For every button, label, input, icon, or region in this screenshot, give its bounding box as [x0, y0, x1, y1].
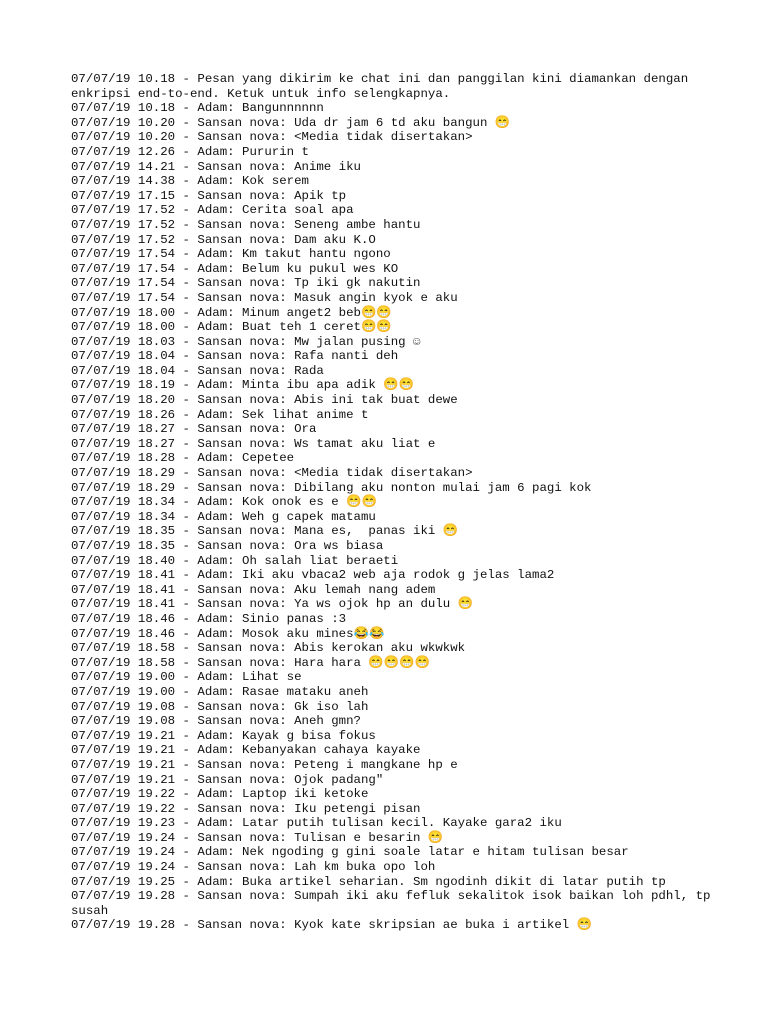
log-line: 07/07/19 10.20 - Sansan nova: <Media tidak disertakan>: [71, 130, 473, 145]
chat-log: [71, 72, 718, 933]
log-line: 07/07/19 19.21 - Adam: Kayak g bisa fokus: [71, 728, 376, 743]
log-line: 07/07/19 18.41 - Sansan nova: Aku lemah nang adem: [71, 582, 436, 597]
log-line: 07/07/19 17.54 - Adam: Km takut hantu ngono: [71, 247, 391, 262]
log-line: 07/07/19 18.58 - Sansan nova: Abis kerokan aku wkwkwk: [71, 641, 466, 656]
log-line: 07/07/19 18.34 - Adam: Weh g capek matamu: [71, 509, 376, 524]
log-line: 07/07/19 18.00 - Adam: Minum anget2 beb😁😁: [71, 305, 392, 320]
log-line: 07/07/19 19.00 - Adam: Lihat se: [71, 670, 302, 685]
log-line: 07/07/19 18.27 - Sansan nova: Ora: [71, 422, 317, 437]
log-line: 07/07/19 10.20 - Sansan nova: Uda dr jam 6 td aku bangun 😁: [71, 115, 511, 130]
log-line: 07/07/19 18.29 - Sansan nova: <Media tidak disertakan>: [71, 466, 473, 481]
log-line: 07/07/19 12.26 - Adam: Pururin t: [71, 144, 309, 159]
log-line: 07/07/19 19.08 - Sansan nova: Gk iso lah: [71, 699, 369, 714]
log-line: 07/07/19 18.20 - Sansan nova: Abis ini tak buat dewe: [71, 393, 458, 408]
log-line: 07/07/19 19.28 - Sansan nova: Sumpah iki aku fefluk sekalitok isok baikan loh pdhl, tp susah: [71, 889, 718, 918]
log-line: 07/07/19 19.00 - Adam: Rasae mataku aneh: [71, 684, 369, 699]
log-line: 07/07/19 18.29 - Sansan nova: Dibilang aku nonton mulai jam 6 pagi kok: [71, 480, 592, 495]
log-line: 07/07/19 10.18 - Adam: Bangunnnnnn: [71, 101, 324, 116]
log-line: 07/07/19 19.21 - Sansan nova: Peteng i mangkane hp e: [71, 757, 458, 772]
log-line: 07/07/19 18.27 - Sansan nova: Ws tamat aku liat e: [71, 436, 436, 451]
log-line: 07/07/19 18.41 - Adam: Iki aku vbaca2 web aja rodok g jelas lama2: [71, 568, 555, 583]
log-line: 07/07/19 19.24 - Sansan nova: Lah km buka opo loh: [71, 860, 436, 875]
log-line: 07/07/19 17.54 - Sansan nova: Masuk angin kyok e aku: [71, 290, 458, 305]
log-line: 07/07/19 19.21 - Sansan nova: Ojok padang": [71, 772, 384, 787]
log-line: 07/07/19 17.15 - Sansan nova: Apik tp: [71, 188, 347, 203]
log-line: 07/07/19 18.28 - Adam: Cepetee: [71, 451, 295, 466]
log-line: 07/07/19 19.24 - Sansan nova: Tulisan e besarin 😁: [71, 830, 444, 845]
log-line: 07/07/19 18.26 - Adam: Sek lihat anime t: [71, 407, 369, 422]
log-line: 07/07/19 18.46 - Adam: Sinio panas :3: [71, 611, 347, 626]
log-line: 07/07/19 17.54 - Adam: Belum ku pukul wes KO: [71, 261, 399, 276]
log-line: 07/07/19 17.52 - Sansan nova: Dam aku K.O: [71, 232, 376, 247]
log-line: 07/07/19 18.03 - Sansan nova: Mw jalan pusing ☺: [71, 334, 421, 349]
log-line: 07/07/19 14.38 - Adam: Kok serem: [71, 174, 309, 189]
log-line: 07/07/19 18.46 - Adam: Mosok aku mines😂😂: [71, 626, 385, 641]
log-line: 07/07/19 19.22 - Sansan nova: Iku petengi pisan: [71, 801, 421, 816]
log-line: 07/07/19 18.19 - Adam: Minta ibu apa adik 😁😁: [71, 378, 415, 393]
log-line: 07/07/19 17.52 - Adam: Cerita soal apa: [71, 203, 354, 218]
log-line: 07/07/19 19.24 - Adam: Nek ngoding g gini soale latar e hitam tulisan besar: [71, 845, 629, 860]
log-line: 07/07/19 10.18 - Pesan yang dikirim ke chat ini dan panggilan kini diamankan dengan enkripsi end-to-end. Ketuk untuk info selengkapnya.: [71, 72, 696, 101]
log-line: 07/07/19 19.22 - Adam: Laptop iki ketoke: [71, 787, 369, 802]
log-line: 07/07/19 18.04 - Sansan nova: Rada: [71, 363, 324, 378]
log-line: 07/07/19 17.54 - Sansan nova: Tp iki gk nakutin: [71, 276, 421, 291]
log-line: 07/07/19 18.00 - Adam: Buat teh 1 ceret😁😁: [71, 320, 392, 335]
log-line: 07/07/19 19.25 - Adam: Buka artikel seharian. Sm ngodinh dikit di latar putih tp: [71, 874, 666, 889]
log-line: 07/07/19 18.41 - Sansan nova: Ya ws ojok hp an dulu 😁: [71, 597, 474, 612]
log-line: 07/07/19 18.35 - Sansan nova: Ora ws biasa: [71, 539, 384, 553]
log-line: 07/07/19 14.21 - Sansan nova: Anime iku: [71, 159, 361, 174]
log-line: 07/07/19 17.52 - Sansan nova: Seneng ambe hantu: [71, 217, 421, 232]
log-line: 07/07/19 18.34 - Adam: Kok onok es e 😁😁: [71, 495, 377, 510]
log-line: 07/07/19 18.40 - Adam: Oh salah liat beraeti: [71, 553, 399, 568]
log-line: 07/07/19 19.23 - Adam: Latar putih tulisan kecil. Kayake gara2 iku: [71, 816, 562, 831]
log-line: 07/07/19 18.58 - Sansan nova: Hara hara 😁😁😁😁: [71, 655, 431, 670]
log-line: 07/07/19 18.35 - Sansan nova: Mana es, panas iki 😁: [71, 524, 459, 539]
log-line: 07/07/19 19.28 - Sansan nova: Kyok kate skripsian ae buka i artikel 😁: [71, 918, 593, 933]
log-line: 07/07/19 18.04 - Sansan nova: Rafa nanti deh: [71, 349, 399, 364]
log-line: 07/07/19 19.08 - Sansan nova: Aneh gmn?: [71, 714, 361, 729]
log-line: 07/07/19 19.21 - Adam: Kebanyakan cahaya kayake: [71, 743, 421, 758]
